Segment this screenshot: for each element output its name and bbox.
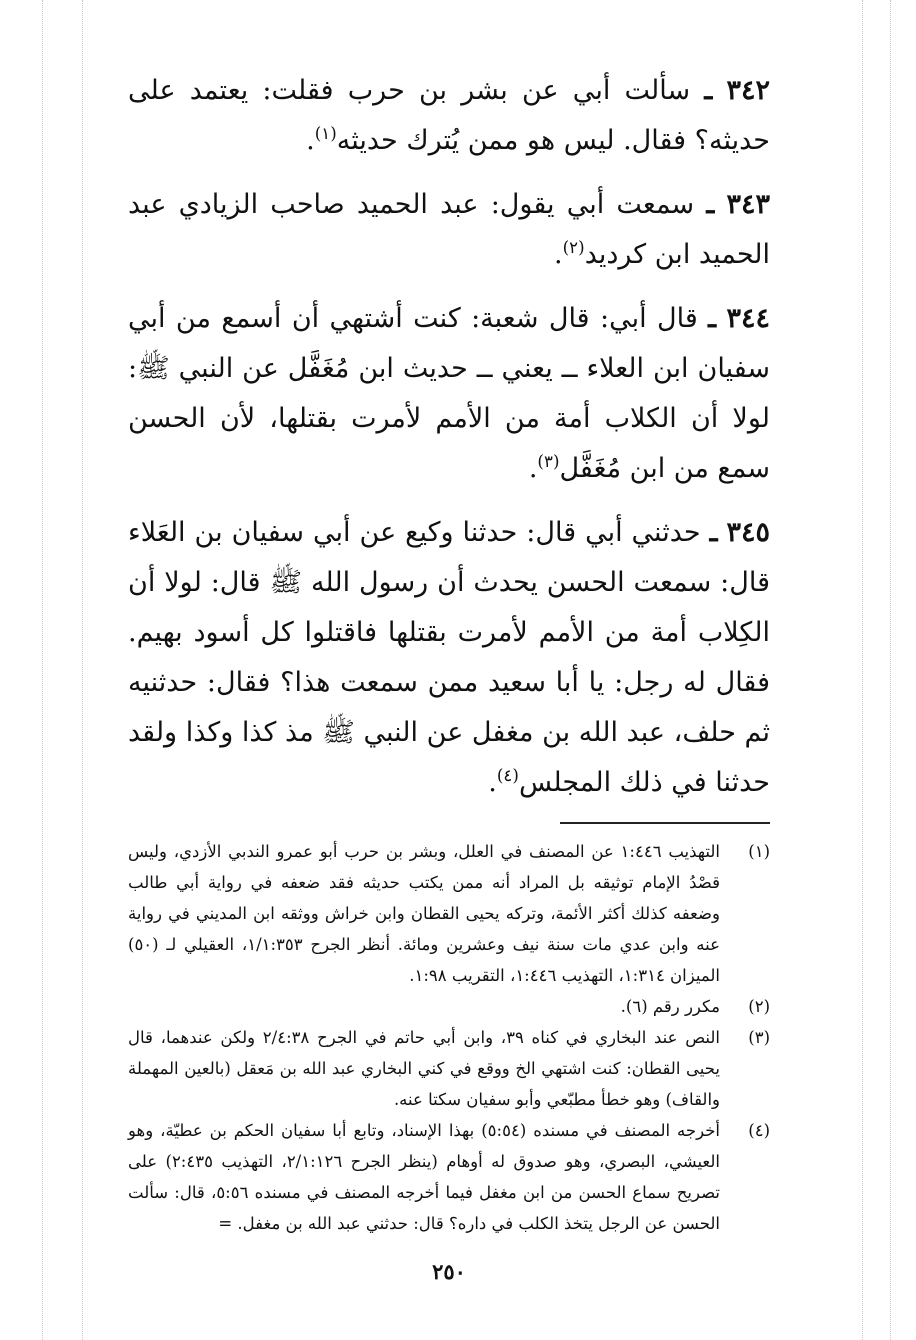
entry-345 <box>128 508 770 808</box>
footnote-ref: (٢) <box>562 237 585 257</box>
entry-342 <box>128 66 770 166</box>
entry-344 <box>128 294 770 494</box>
entry-number: ٣٤٤ <box>726 303 770 334</box>
footnote-separator <box>560 822 770 824</box>
footnote-4 <box>128 1115 770 1239</box>
book-page <box>128 66 770 1284</box>
footnote-ref: (٤) <box>496 765 519 785</box>
entry-343 <box>128 180 770 280</box>
entry-dash: ـ <box>704 75 713 106</box>
entry-number: ٣٤٥ <box>726 517 770 548</box>
entry-dash: ـ <box>706 189 715 220</box>
footnote-text: مكرر رقم (٦). <box>620 997 720 1016</box>
footnote-text: النص عند البخاري في كناه ٣٩، وابن أبي حاتم في الجرح ٢/٤:٣٨ ولكن عندهما، قال يحيى القطان: كنت اشتهي الخ ووقع في كني البخاري عبد الله بن مَعقل (بالعين المهملة والقاف) وهو خطأ مطبّعي وأبو سفيان سكتا عنه. <box>128 1028 720 1109</box>
entry-number: ٣٤٢ <box>726 75 771 106</box>
scan-guide-line <box>82 0 83 1340</box>
entry-number: ٣٤٣ <box>726 189 770 220</box>
entry-dash: ـ <box>708 303 717 334</box>
entry-dash: ـ <box>709 517 718 548</box>
entry-end: . <box>554 239 563 270</box>
footnote-number: (٤) <box>748 1121 770 1140</box>
entry-end: . <box>488 767 497 798</box>
footnote-number: (٢) <box>748 997 770 1016</box>
footnote-2 <box>128 991 770 1022</box>
footnote-1 <box>128 836 770 991</box>
entry-text: سمعت أبي يقول: عبد الحميد صاحب الزيادي عبد الحميد ابن كرديد <box>128 189 770 270</box>
footnote-ref: (٣) <box>537 451 560 471</box>
scan-guide-line <box>862 0 863 1340</box>
footnote-text: التهذيب ١:٤٤٦ عن المصنف في العلل، وبشر بن حرب أبو عمرو الندبي الأزدي، وليس قصْدُ الإمام توثيقه بل المراد أنه ممن يكتب حديثه فقد ضعفه في رواية أبي طالب وضعفه كذلك أكثر الأئمة، وتركه يحيى القطان وابن خراش ووثقه ابن المديني في رواية عنه وابن عدي مات سنة نيف وعشرين ومائة. أنظر الجرح ١/١:٣٥٣، العقيلي لـ (٥٠) الميزان ١:٣١٤، التهذيب ١:٤٤٦، التقريب ١:٩٨. <box>128 842 720 985</box>
scan-guide-line <box>890 0 891 1340</box>
scan-guide-line <box>42 0 43 1340</box>
page-number: ٢٥٠ <box>432 1259 466 1284</box>
entry-text: قال أبي: قال شعبة: كنت أشتهي أن أسمع من أبي سفيان ابن العلاء ــ يعني ــ حديث ابن مُغَفَّل عن النبي ﷺ: لولا أن الكلاب أمة من الأمم لأمرت بقتلها، لأن الحسن سمع من ابن مُغَفَّل <box>128 303 770 484</box>
entry-end: . <box>528 453 538 484</box>
entry-text: سألت أبي عن بشر بن حرب فقلت: يعتمد على حديثه؟ فقال. ليس هو ممن يُترك حديثه <box>128 75 770 156</box>
footnote-text: أخرجه المصنف في مسنده (٥:٥٤) بهذا الإسناد، وتابع أبا سفيان الحكم بن عطيّة، وهو العيشي، البصري، وهو صدوق له أوهام (ينظر الجرح ٢/١:١٢٦، التهذيب ٢:٤٣٥) على تصريح سماع الحسن من ابن مغفل فيما أخرجه المصنف في مسنده ٥:٥٦، قال: سألت الحسن عن الرجل يتخذ الكلب في داره؟ قال: حدثني عبد الله بن مغفل. = <box>128 1121 721 1233</box>
footnote-number: (٣) <box>748 1028 770 1047</box>
footnote-3 <box>128 1022 770 1115</box>
footnote-number: (١) <box>748 842 770 861</box>
entry-text: حدثني أبي قال: حدثنا وكيع عن أبي سفيان بن العَلاء قال: سمعت الحسن يحدث أن رسول الله ﷺ قال: لولا أن الكِلاب أمة من الأمم لأمرت بقتلها فاقتلوا كل أسود بهيم. فقال له رجل: يا أبا سعيد ممن سمعت هذا؟ فقال: حدثنيه ثم حلف، عبد الله بن مغفل عن النبي ﷺ مذ كذا وكذا ولقد حدثنا في ذلك المجلس <box>128 517 770 798</box>
footnote-ref: (١) <box>314 123 337 143</box>
entry-end: . <box>306 125 315 156</box>
